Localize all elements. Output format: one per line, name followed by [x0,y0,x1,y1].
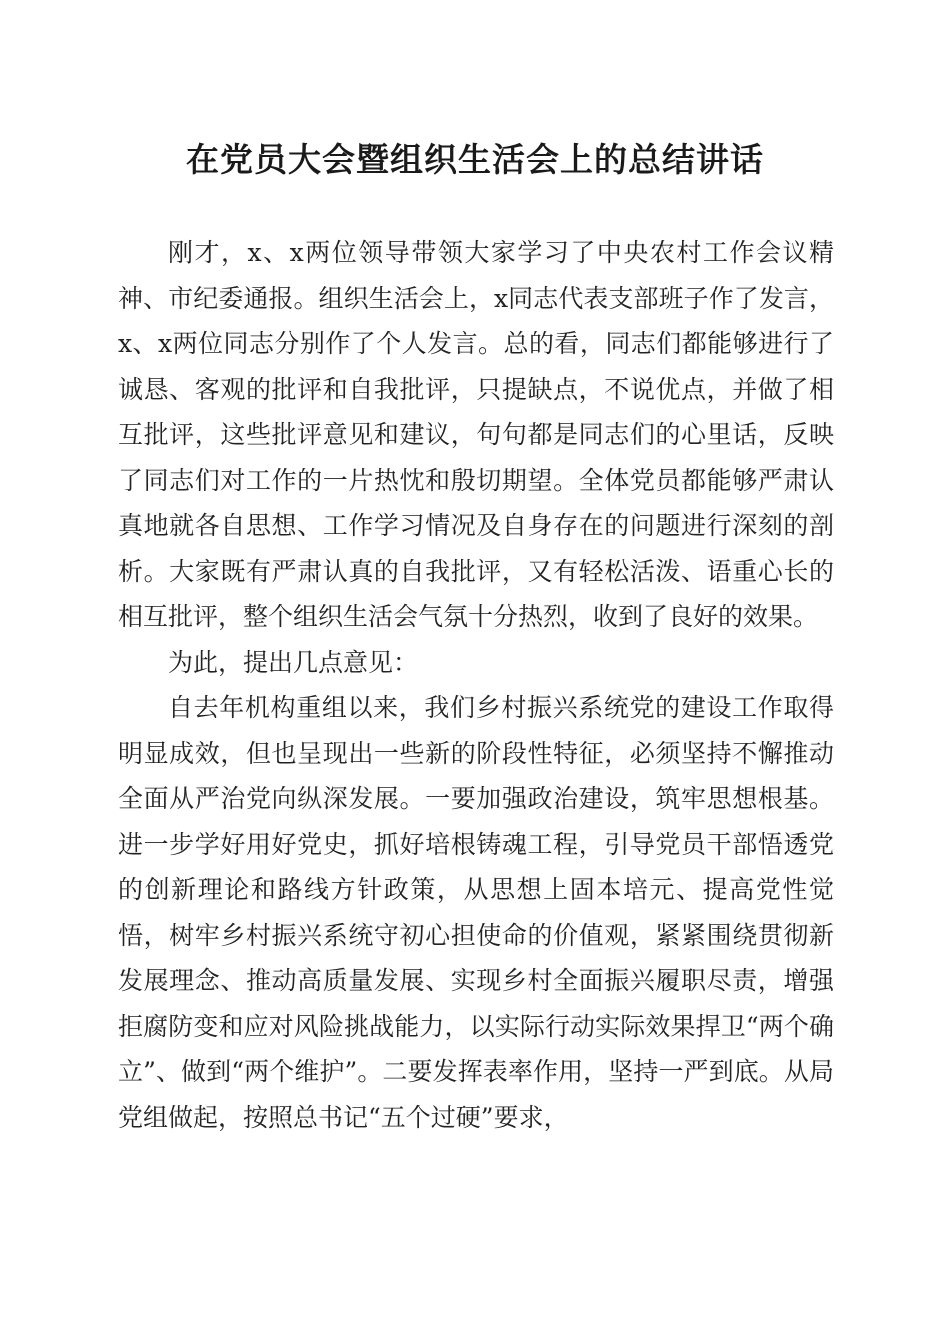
paragraph-transition: 为此，提出几点意见： [168,647,419,677]
paragraph-opening: 刚才，x、x两位领导带领大家学习了中央农村工作会议精神、市纪委通报。组织生活会上，x同志代表支部班子作了发言，x、x两位同志分别作了个人发言。总的看，同志们都能够进行了诚恳、客观的批评和自我批评，只提缺点，不说优点，并做了相互批评，这些批评意见和建议，句句都是同志们的心里话，反映了同志们对工作的一片热忱和殷切期望。全体党员都能够严肃认真地就各自思想、工作学习情况及自身存在的问题进行深刻的剖析。大家既有严肃认真的自我批评，又有轻松活泼、语重心长的相互批评，整个组织生活会气氛十分热烈，收到了良好的效果。 [118,238,834,631]
paragraph-opinions: 自去年机构重组以来，我们乡村振兴系统党的建设工作取得明显成效，但也呈现出一些新的阶段性特征，必须坚持不懈推动全面从严治党向纵深发展。一要加强政治建设，筑牢思想根基。进一步学好用好党史，抓好培根铸魂工程，引导党员干部悟透党的创新理论和路线方针政策，从思想上固本培元、提高党性觉悟，树牢乡村振兴系统守初心担使命的价值观，紧紧围绕贯彻新发展理念、推动高质量发展、实现乡村全面振兴履职尽责，增强拒腐防变和应对风险挑战能力，以实际行动实际效果捍卫“两个确立”、做到“两个维护”。二要发挥表率作用，坚持一严到底。从局党组做起，按照总书记“五个过硬”要求， [118,693,834,1132]
document-body [118,230,834,1140]
document-title: 在党员大会暨组织生活会上的总结讲话 [186,140,764,179]
